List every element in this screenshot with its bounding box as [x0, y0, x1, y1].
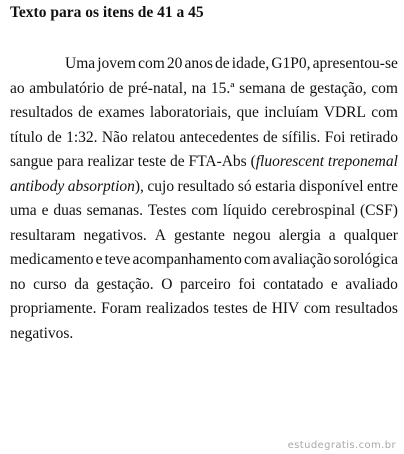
passage-line: [10, 101, 398, 126]
passage-word: 1:32.: [66, 128, 98, 146]
passage-word: Foi: [324, 128, 346, 146]
passage-word: qualquer: [343, 226, 398, 244]
passage-word: para: [56, 153, 84, 170]
passage-word: alergia: [278, 226, 321, 244]
passage-word: com: [303, 300, 331, 317]
passage-word: sorológica: [333, 251, 398, 268]
passage-word: contatado: [263, 275, 324, 293]
passage-word: de: [263, 128, 278, 146]
passage-word: com: [371, 79, 398, 97]
passage-word: HIV: [271, 300, 300, 317]
passage-word: acompanhamento: [132, 251, 242, 268]
passage-word: foi: [238, 275, 256, 293]
passage-word: sífilis.: [282, 128, 321, 146]
passage-word: incluíam: [264, 104, 319, 121]
passage-word: apresentou-se: [312, 55, 398, 72]
passage-word: duas: [53, 202, 82, 219]
passage-line: [10, 322, 398, 347]
passage-word: ambulatório: [29, 79, 105, 97]
passage-word: resultados: [335, 300, 398, 317]
section-heading: Texto para os itens de 41 a 45: [10, 4, 204, 21]
passage-line: [10, 224, 398, 249]
passage-word: de: [170, 153, 185, 170]
passage-word: negativos.: [10, 324, 74, 342]
passage-line: [10, 77, 398, 102]
passage-word: anos: [184, 55, 213, 72]
passage-word: no: [10, 275, 26, 293]
passage-word: com: [138, 55, 165, 72]
passage-word: ao: [10, 79, 25, 97]
passage-word: teste: [137, 153, 167, 170]
passage-word: retirado: [349, 128, 398, 146]
passage-word: FTA-Abs: [188, 153, 247, 170]
passage-word: gestação.: [96, 275, 154, 293]
passage-word: testes: [213, 300, 248, 317]
passage-word: VDRL: [323, 104, 366, 121]
passage-line: [10, 52, 398, 77]
passage-word: parceiro: [179, 275, 231, 293]
passage-word: gestante: [174, 226, 225, 244]
passage-word: na: [191, 79, 207, 97]
passage-word: exames: [98, 104, 145, 121]
passage-word: título: [10, 128, 43, 146]
passage-word: resultados: [10, 104, 73, 121]
passage-word: com: [371, 104, 398, 121]
passage-word: antecedentes: [179, 128, 259, 146]
passage-word: O: [161, 275, 173, 293]
passage-line: [10, 175, 398, 200]
passage-word: absorption),: [67, 177, 144, 195]
passage-word: estaria: [255, 177, 296, 195]
passage-word: sangue: [10, 153, 54, 170]
passage-word: de: [78, 104, 93, 121]
passage-word: com: [191, 202, 218, 219]
passage-word: G1P0,: [271, 55, 311, 72]
passage-word: laboratoriais,: [149, 104, 232, 121]
passage-word: e: [330, 275, 338, 293]
passage-word: uma: [10, 202, 37, 219]
passage-paragraph: [10, 52, 398, 346]
passage-line: [10, 297, 398, 322]
passage-word: Não: [101, 128, 128, 146]
passage-line: [10, 273, 398, 298]
passage-word: (fluorescent: [250, 153, 325, 170]
passage-word: gestação,: [309, 79, 367, 97]
passage-word: de: [290, 79, 305, 97]
passage-word: curso: [33, 275, 67, 293]
passage-word: cerebrospinal: [271, 202, 356, 219]
passage-line: [10, 126, 398, 151]
passage-word: jovem: [97, 55, 136, 72]
passage-word: e: [95, 251, 103, 268]
passage-word: da: [74, 275, 89, 293]
passage-word: Testes: [147, 202, 187, 219]
passage-word: antibody: [10, 177, 65, 195]
passage-word: realizados: [146, 300, 209, 317]
passage-word: A: [154, 226, 166, 244]
passage-word: idade,: [231, 55, 270, 72]
passage-word: cujo: [147, 177, 175, 195]
site-watermark: estudegratis.com.br: [287, 440, 396, 451]
passage-word: (CSF): [360, 202, 398, 219]
passage-word: líquido: [222, 202, 267, 219]
passage-word: de: [47, 128, 62, 146]
passage-word: de: [108, 79, 124, 97]
passage-word: treponemal: [327, 153, 398, 170]
passage-word: negativos.: [83, 226, 147, 244]
passage-word: que: [236, 104, 259, 121]
passage-word: semana: [239, 79, 286, 97]
passage-word: medicamento: [10, 251, 94, 268]
passage-word: pré-natal,: [128, 79, 187, 97]
passage-word: Foram: [101, 300, 142, 317]
passage-word: negou: [232, 226, 271, 244]
passage-word: disponível: [298, 177, 364, 195]
passage-word: com: [243, 251, 271, 268]
passage-word: teve: [104, 251, 131, 268]
passage-word: Uma: [65, 55, 96, 72]
passage-line: [10, 199, 398, 224]
passage-word: avaliado: [345, 275, 398, 293]
passage-word: só: [237, 177, 252, 195]
passage-word: semanas.: [86, 202, 144, 219]
passage-word: e: [41, 202, 49, 219]
passage-word: 15.ª: [210, 79, 235, 97]
passage-word: de: [252, 300, 268, 317]
passage-word: realizar: [87, 153, 134, 170]
passage-word: resultaram: [10, 226, 76, 244]
passage-word: 20: [166, 55, 183, 72]
passage-word: relatou: [132, 128, 176, 146]
passage-word: a: [328, 226, 336, 244]
passage-line: [10, 248, 398, 273]
passage-word: propriamente.: [10, 300, 97, 317]
passage-word: resultado: [177, 177, 235, 195]
passage-word: entre: [367, 177, 398, 195]
passage-word: avaliação: [272, 251, 332, 268]
passage-word: de: [215, 55, 230, 72]
passage-line: [10, 150, 398, 175]
